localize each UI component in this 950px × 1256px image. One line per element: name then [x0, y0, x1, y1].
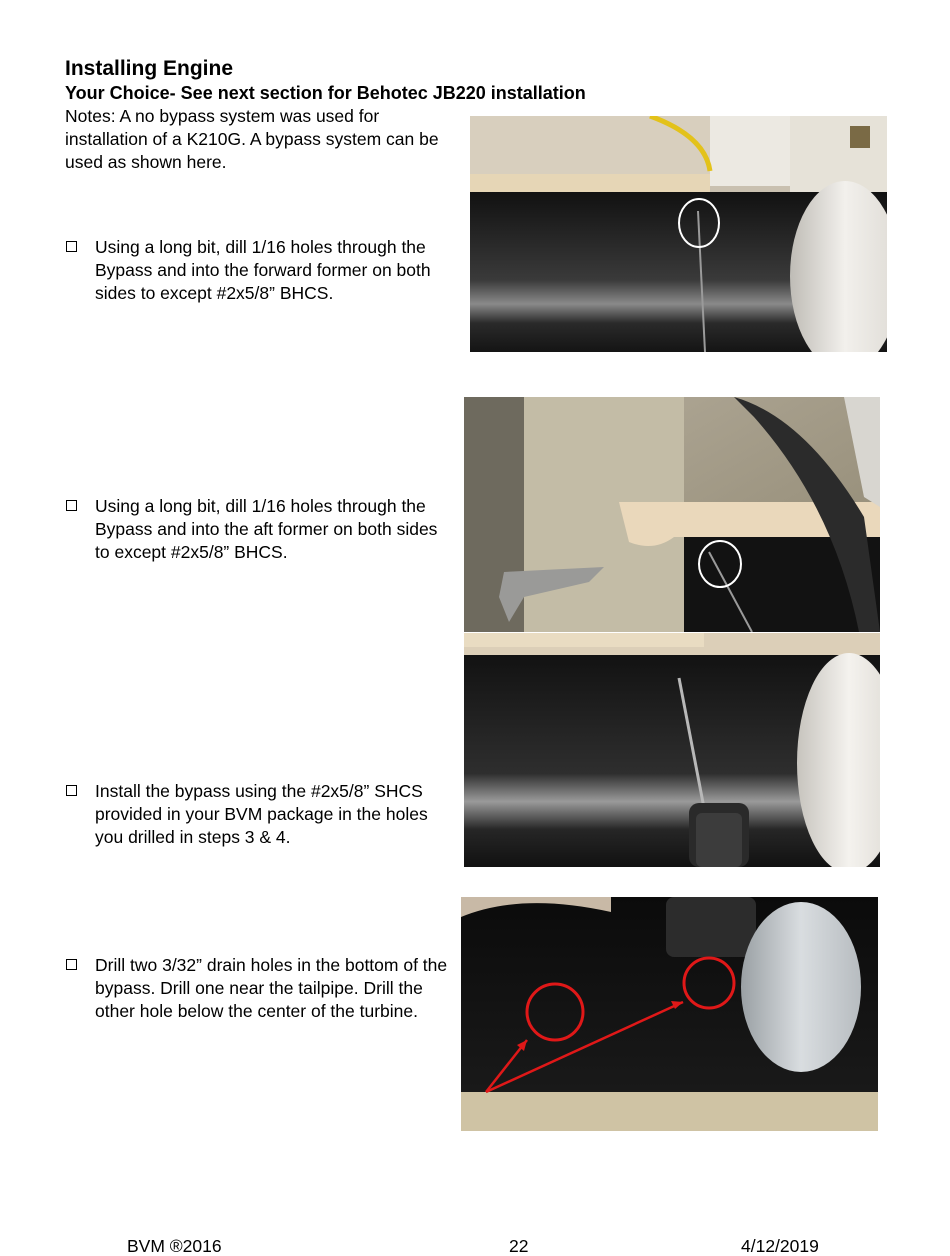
photo-drain-holes [461, 897, 878, 1131]
step-2-text: Using a long bit, dill 1/16 holes through the Bypass and into the aft former on both sides to except #2x5/8” BHCS. [95, 496, 438, 562]
notes-paragraph: Notes: A no bypass system was used for installation of a K210G. A bypass system can be used as shown here. [65, 106, 439, 172]
footer-date: 4/12/2019 [741, 1236, 819, 1256]
footer-page-number: 22 [509, 1236, 529, 1256]
photo-install-bypass [464, 633, 880, 867]
page-title: Installing Engine [65, 57, 234, 80]
step-4 [66, 954, 456, 1023]
checkbox-icon[interactable] [66, 959, 77, 970]
checkbox-icon[interactable] [66, 785, 77, 796]
step-2 [66, 495, 456, 564]
step-3-text: Install the bypass using the #2x5/8” SHCS provided in your BVM package in the holes you drilled in steps 3 & 4. [95, 781, 428, 847]
step-3 [66, 780, 456, 849]
footer-copyright: BVM ®2016 [127, 1236, 222, 1256]
photo-forward-former [470, 116, 887, 352]
page-subtitle: Your Choice- See next section for Behotec JB220 installation [65, 83, 586, 103]
step-1 [66, 236, 456, 305]
step-1-text: Using a long bit, dill 1/16 holes through the Bypass and into the forward former on both sides to except #2x5/8” BHCS. [95, 237, 431, 303]
checkbox-icon[interactable] [66, 241, 77, 252]
photo-aft-former [464, 397, 880, 632]
step-4-text: Drill two 3/32” drain holes in the bottom of the bypass. Drill one near the tailpipe. Drill the other hole below the center of the turbine. [95, 955, 448, 1021]
checkbox-icon[interactable] [66, 500, 77, 511]
